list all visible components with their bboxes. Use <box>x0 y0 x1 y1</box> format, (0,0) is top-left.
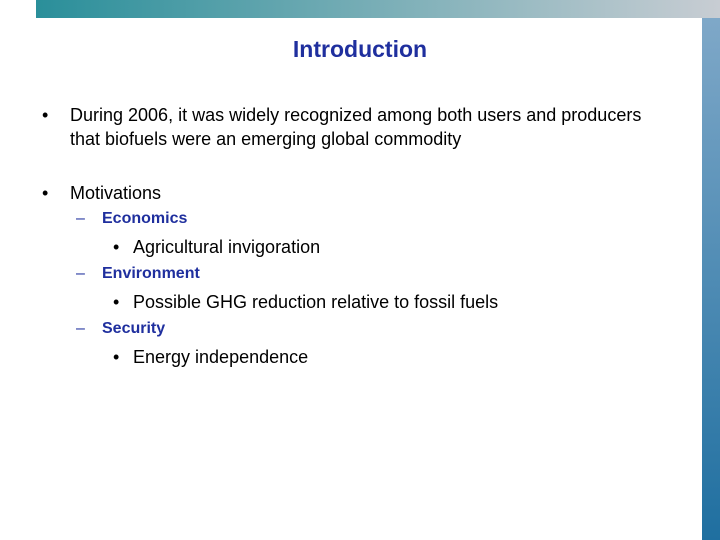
top-gradient-bar <box>36 0 720 18</box>
motivation-security <box>76 319 165 339</box>
bullet-text: Motivations <box>70 183 162 203</box>
motivation-detail: Agricultural invigoration <box>133 237 321 257</box>
bullet-intro <box>42 103 662 151</box>
bullet-motivations <box>42 181 662 205</box>
motivation-detail-security <box>113 345 308 369</box>
motivation-detail-environment <box>113 290 498 314</box>
motivation-economics <box>76 209 187 229</box>
motivation-label: Environment <box>102 265 200 282</box>
right-gradient-bar <box>702 18 720 540</box>
motivation-detail: Energy independence <box>133 347 309 367</box>
motivation-environment <box>76 264 200 284</box>
bullet-text: During 2006, it was widely recognized among both users and producers that biofuels were an emerging global commodity <box>70 105 642 149</box>
dash-marker: – <box>76 320 85 337</box>
bullet-marker: • <box>113 292 120 312</box>
bullet-marker: • <box>42 105 49 125</box>
motivation-detail-economics <box>113 235 320 259</box>
motivation-label: Economics <box>102 210 188 227</box>
dash-marker: – <box>76 265 85 282</box>
motivation-label: Security <box>102 320 166 337</box>
bullet-marker: • <box>113 347 120 367</box>
slide-title: Introduction <box>292 36 428 62</box>
bullet-marker: • <box>113 237 120 257</box>
dash-marker: – <box>76 210 85 227</box>
bullet-marker: • <box>42 183 49 203</box>
motivation-detail: Possible GHG reduction relative to fossil fuels <box>133 292 499 312</box>
